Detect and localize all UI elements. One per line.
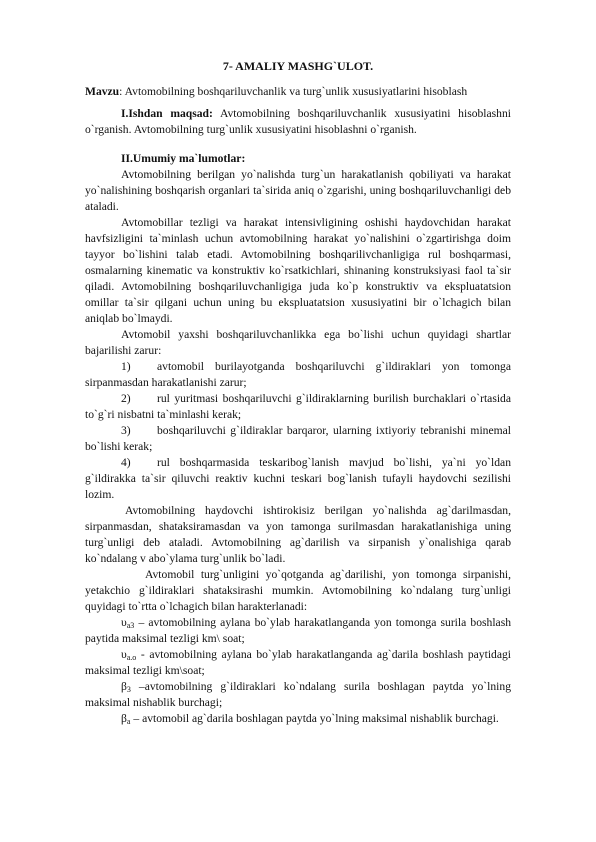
measure-symbol: β [121,712,127,725]
measure-text: –avtomobilning g`ildiraklari ko`ndalang surila boshlagan paytda yo`lning maksimal nishablik burchagi; [85,680,511,709]
subject-text: Avtomobilning boshqariluvchanlik va turg`unlik xususiyatlarini hisoblash [122,85,468,98]
paragraph-5: Avtomobil turg`unligini yo`qotganda ag`darilishi, yon tomonga sirpanishi, yetakchio g`ildiraklari shataksirashi mumkin. Avtomobilning ko`ndalang turg`unligi quyidagi to`rtta o`lchagich bilan harakterlanadi: [85,568,511,613]
subject-separator: : [119,85,123,98]
measure-item [85,679,511,711]
condition-item [85,359,511,391]
measure-text: – avtomobil ag`darila boshlagan paytda yo`lning maksimal nishablik burchagi. [130,712,499,725]
measure-symbol: υ [121,616,127,629]
measure-item [85,615,511,647]
condition-text: boshqariluvchi g`ildiraklar barqaror, ularning ixtiyoriy tebranishi minemal bo`lishi kerak; [85,424,511,453]
measure-subscript: a.o [126,653,137,662]
condition-item [85,455,511,503]
measure-symbol: β [121,680,127,693]
condition-text: rul boshqarmasida teskaribog`lanish mavjud bo`lishi, ya`ni yo`ldan g`ildirakka ta`sir qiluvchi reaktiv kuchni teskari bog`lanish tufayli haydovchi sezilishi lozim. [85,456,511,501]
paragraph-3: Avtomobil yaxshi boshqariluvchanlikka ega bo`lishi uchun quyidagi shartlar bajarilishi zarur: [85,328,511,357]
document-page [85,58,511,727]
condition-number: 1) [121,360,131,373]
measure-subscript: 3 [126,685,131,694]
measure-subscript: a [126,717,131,726]
condition-item [85,423,511,455]
page-title: 7- AMALIY MASHG`ULOT. [222,59,374,73]
measure-symbol: υ [121,648,127,661]
measure-subscript: a3 [126,621,135,630]
goal-paragraph [85,106,511,138]
condition-number: 2) [121,392,131,405]
goal-text: Avtomobilning boshqariluvchanlik xususiyatini hisoblashni o`rganish. Avtomobilning turg`unlik xususiyatini hisoblashni o`rganish. [85,107,511,136]
condition-number: 3) [121,424,131,437]
subject-line [85,84,511,100]
info-heading: II.Umumiy ma`lumotlar: [121,152,246,165]
goal-heading: I.Ishdan maqsad: [121,107,213,120]
measure-item [85,711,511,727]
paragraph-2: Avtomobillar tezligi va harakat intensivligining oshishi haydovchidan harakat havfsizligini ta`minlash uchun avtomobilning harakat yo`nalishini o`zgartirishga doim tayyor bo`lishini talab etadi. Avtomobilning boshqarilivchanligiga rul boshqarmasi, osmalarning kinematic va konstruktiv ko`rsatkichlari, shinaning konstruksiyasi faol ta`sir qiladi. Avtomobilning boshqariluvchanligiga juda ko`p konstruktiv va ekspluatatsion omillar ta`sir qilgani uchun uning bu ekspluatatsion xususiyatini bir o`lchagich bilan aniqlab bo`lmaydi. [85,216,511,325]
measure-item [85,647,511,679]
measure-text: - avtomobilning aylana bo`ylab harakatlanganda ag`darila boshlash paytidagi maksimal tezligi km\soat; [85,648,511,677]
condition-text: avtomobil burilayotganda boshqariluvchi g`ildiraklari yon tomonga sirpanmasdan harakatlanishi zarur; [85,360,511,389]
condition-item [85,391,511,423]
subject-label: Mavzu [85,85,120,98]
paragraph-1: Avtomobilning berilgan yo`nalishda turg`un harakatlanish qobiliyati va harakat yo`nalishining boshqarish organlari ta`sirida aniq o`zgarishi, uning boshqariluvchanligi deb ataladi. [85,168,511,213]
condition-text: rul yuritmasi boshqariluvchi g`ildiraklarning burilish burchaklari o`rtasida to`g`ri nisbatni ta`minlashi kerak; [85,392,511,421]
measure-text: – avtomobilning aylana bo`ylab harakatlanganda yon tomonga surila boshlash paytida maksimal tezligi km\ soat; [85,616,511,645]
paragraph-4: Avtomobilning haydovchi ishtirokisiz berilgan yo`nalishda ag`darilmasdan, sirpanmasdan, shataksiramasdan va yon tamonga surilmasdan harakatlanishiga uning turg`unligi deb ataladi. Avtomobilning ag`darilish va sirpanish y`onalishiga qarab ko`ndalang v abo`ylama turg`unlik bo`ladi. [85,504,511,565]
condition-number: 4) [121,456,131,469]
